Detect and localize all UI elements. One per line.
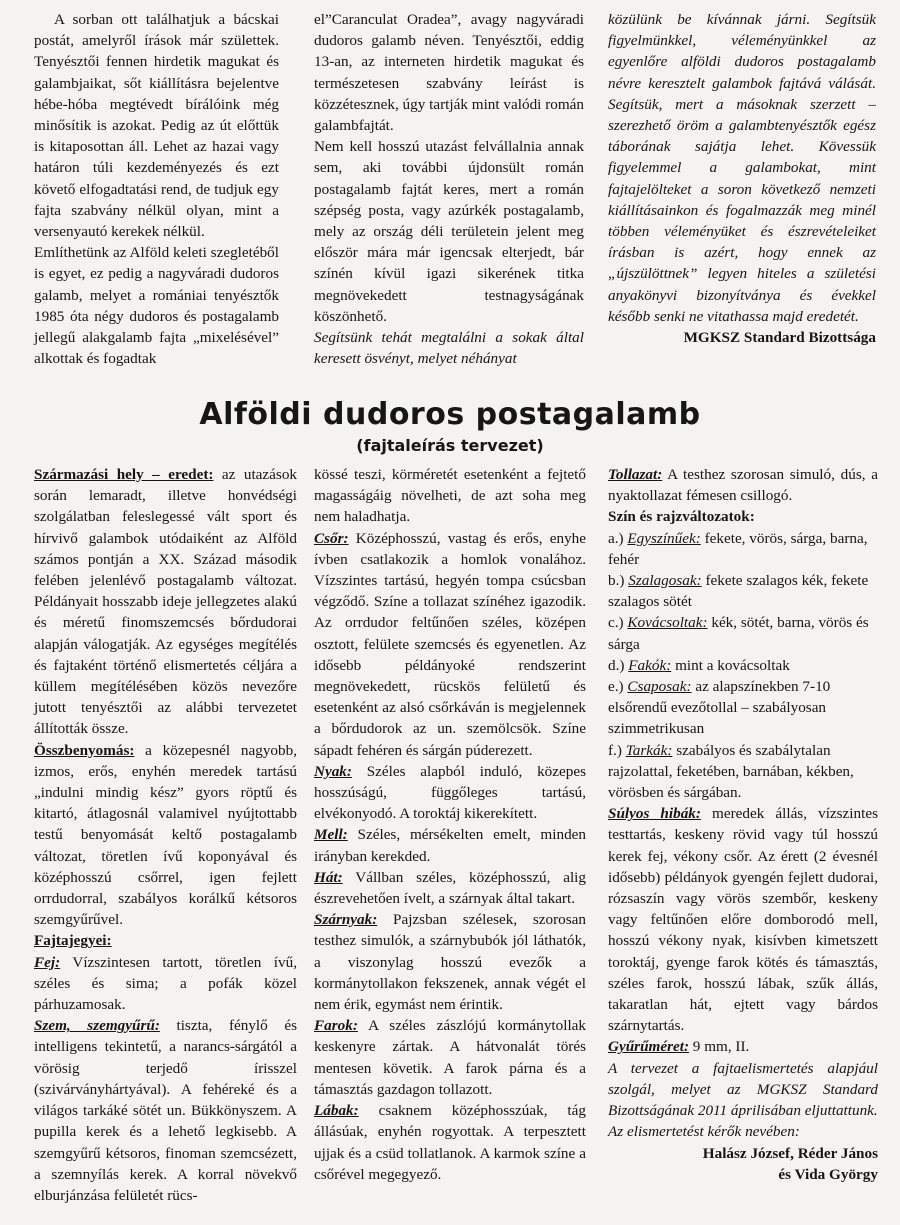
label: Szem, szemgyűrű:: [34, 1017, 160, 1035]
section-chest: [314, 824, 586, 866]
top-column-2: [314, 9, 584, 369]
article-subtitle: (fajtaleírás tervezet): [356, 436, 544, 455]
color-item-a: [608, 528, 878, 570]
text: a közepesnél nagyobb, izmos, erős, enyhén meredek tartású „indulni mindig kész” gyors röptű és kitartó, átlagosnál valamivel nyújtottabb testű benyomását keltő postagalamb változat, töretlen ívű koponyával és középhosszú csőrrel, igen fejlett orrdudorral, szabályos korálkű kétsoros szemgyűrűvel.: [34, 741, 297, 929]
section-neck: [314, 761, 586, 825]
section-head: [34, 952, 297, 1016]
label: Szalagosak:: [628, 572, 702, 590]
paragraph: Említhetünk az Alföld keleti szegletéből is egyet, ez pedig a nagyváradi dudoros galamb, melyet a romániai tenyésztők 1985 óta négy dudoros és postagalamb jellegű alakgalamb fajta „mixelésével” alkottak és fogadtak: [34, 244, 279, 368]
color-item-e: [608, 676, 878, 740]
text: Vízszintesen tartott, töretlen ívű, széles és sima; a pofák közel párhuzamosak.: [34, 953, 297, 1014]
label: Gyűrűméret:: [608, 1038, 689, 1056]
marker: b.): [608, 572, 629, 590]
label: Súlyos hibák:: [608, 805, 701, 823]
paragraph-italic: közülünk be kívánnak járni. Segítsük figyelmünkkel, véleményünkkel az egyenlőre alföldi dudoros postagalamb névre keresztelt galambok fajtává válását. Segítsük, mert a másoknak szerzett – szerezhető öröm a galambtenyésztők egész táborának sajátja lehet. Kövessük figyelemmel a galambokat, mint fajtajelölteket a soron következő nemzeti kiállításainkon és fogalmazzák meg minél többen véleményüket és észrevételeiket írásban is azért, hogy ennek az „újszülöttnek” legyen hiteles a születési anyakönyvi bizonyítványa és évekkel később senki ne vitathassa majd eredetét.: [608, 11, 876, 325]
marker: f.): [608, 741, 626, 759]
text: A széles zászlójú kormánytollak keskenyre zártak. A hátvonalát törés mentesen követik. A farok párna és a támasztás gazdagon tollazott.: [314, 1017, 586, 1098]
label: Összbenyomás:: [34, 741, 135, 759]
label: Szárnyak:: [314, 911, 378, 929]
text: Széles alapból induló, közepes hosszúságú, függőleges tartású, elvékonyodó. A toroktáj kikerekített.: [314, 762, 586, 823]
color-item-d: [608, 655, 878, 676]
paragraph: Nem kell hosszú utazást felvállalnia annak sem, aki további újdonsült román postagalamb fajtát keres, mert a román szépség posta, vagy azúrkék postagalamb, mely az ország déli területein jelent meg először mára már igencsak elterjedt, bár színén kívül igazi sikerének titka megnövekedett testnagyságának köszönhető.: [314, 138, 584, 325]
closing-note: A tervezet a fajtaelismertetés alapjául szolgál, melyet az MGKSZ Standard Bizottságának 2011 áprilisában eljuttattunk.: [608, 1059, 878, 1120]
section-eye: [34, 1015, 297, 1206]
text: meredek állás, vízszintes testtartás, keskeny rövid vagy túl hosszú kerek fej, vékony csőr. Az érett (2 évesnél idősebb) példányok gyengén fejlett dudorai, rózsaszín vagy vörös szembőr, keskeny vagy feltűnően előre domborodó mell, hosszú vékony nyak, kisívben kimetszett toroktáj, gyenge farok kötés és támasztás, széles farok, hosszú lábak, szűk állás, takaratlan hát, ejtett vagy bárdos szárnytartás.: [608, 805, 878, 1035]
label: Csaposak:: [627, 678, 692, 696]
marker: d.): [608, 656, 629, 674]
text: mint a kovácsoltak: [671, 656, 790, 674]
bottom-column-3: [608, 464, 878, 1185]
colors-heading: Szín és rajzváltozatok:: [608, 508, 755, 526]
color-item-b: [608, 570, 878, 612]
signature: MGKSZ Standard Bizottsága: [683, 329, 876, 347]
text: az alapszínekben 7-10 elsőrendű evezőtollal – szabályosan szimmetrikusan: [608, 678, 831, 738]
paragraph: el”Caranculat Oradea”, avagy nagyváradi dudoros galamb néven. Tenyésztői, eddig 13-an, az interneten hirdetik magukat és természetesen szabvány leírást is közzétesznek, úgy tartják mint valódi román galambfajtát.: [314, 11, 584, 135]
section-legs: [314, 1100, 586, 1185]
text: szabályos és szabálytalan rajzolattal, feketében, barnában, kékben, vörösben és sárgában.: [608, 741, 854, 802]
label: Mell:: [314, 826, 348, 844]
color-item-c: [608, 612, 878, 654]
paragraph: kössé teszi, körméretét esetenként a fejtető magasságáig növelheti, de azt soha meg nem haladhatja.: [314, 466, 586, 526]
text: csaknem középhosszúak, tág állásúak, enyhén rogyottak. A terpesztett ujjak és a csüd tollatlanok. A karmok színe a csőrével megegyező.: [314, 1102, 586, 1183]
label: Tollazat:: [608, 466, 663, 483]
text: az utazások során lemaradt, illetve honvédségi szolgálatban feleslegessé vált sport és hírvivő galambok utódaiként az Alföld számos pontján a XX. Század második felében jelenlévő postagalamb változat. Példányait hosszabb ideje jellegzetes alakú és méretű finomszemcsés bőrdudorai alapján válogatják. Az egységes megítélés és fajtaként történő elismertetés céljára a küllem megítélésében közös nevezőre jutott tenyésztői az alábbi tervezetet állították össze.: [34, 466, 298, 738]
authors-line-1: Halász József, Réder János: [702, 1144, 878, 1162]
text: kék, sötét, barna, vörös és sárga: [608, 614, 869, 653]
label: Fej:: [34, 953, 61, 971]
text: Pajzsban szélesek, szorosan testhez simulók, a szárnybubók jól láthatók, a viszonylag hosszú evezők a kormánytollakon fekszenek, annak végét el nem érik, egymást nem érintik.: [314, 911, 586, 1014]
text: Középhosszú, vastag és erős, enyhe ívben csatlakozik a homlok vonalához. Vízszintes tartású, hegyén tompa csúcsban végződő. Színe a tollazat színéhez igazodik. Az orrdudor feltűnően széles, középen osztott, felülete szemcsés és egyenetlen. Az idősebb példányoké rendszerint megnövekedett, rücskös felületű és esetenként az alsó csőrkáván is megjelennek a bőrdudorok az un. szemölcsök. Színe sápadt fehéren és sárgán púderezett.: [314, 529, 586, 759]
label: Nyak:: [314, 762, 352, 780]
section-tail: [314, 1015, 586, 1100]
section-faults: [608, 803, 878, 1036]
label: Lábak:: [314, 1102, 359, 1120]
text: A testhez szorosan simuló, dús, a nyaktollazat fémesen csillogó.: [608, 466, 878, 505]
marker: e.): [608, 678, 628, 696]
section-back: [314, 867, 586, 909]
label: Tarkák:: [625, 741, 673, 759]
color-item-f: [608, 740, 878, 804]
bottom-column-2: [314, 464, 586, 1185]
section-ring: [608, 1036, 878, 1057]
authors-line-2: és Vida György: [778, 1165, 878, 1183]
label: Farok:: [314, 1017, 358, 1035]
traits-heading: Fajtajegyei:: [34, 932, 112, 950]
bottom-column-1: [34, 464, 297, 1206]
requesters-line: Az elismertetést kérők nevében:: [608, 1123, 800, 1141]
text: 9 mm, II.: [689, 1038, 750, 1056]
marker: a.): [608, 529, 628, 547]
label: Csőr:: [314, 529, 349, 547]
text: fekete, vörös, sárga, barna, fehér: [608, 529, 868, 568]
section-origin: [34, 464, 297, 740]
section-wings: [314, 909, 586, 1015]
text: Vállban széles, középhosszú, alig észrevehetően ívelt, a szárnyak által takart.: [314, 868, 586, 908]
paragraph-italic: Segítsünk tehát megtalálni a sokak által keresett ösvényt, melyet néhányat: [314, 329, 584, 368]
text: fekete szalagos kék, fekete szalagos sötét: [608, 572, 869, 611]
top-column-1: [34, 9, 279, 369]
section-impression: [34, 740, 297, 931]
marker: c.): [608, 614, 628, 632]
label: Fakók:: [628, 656, 672, 674]
label: Kovácsoltak:: [627, 614, 708, 632]
section-plumage: [608, 464, 878, 506]
article-title: Alföldi dudoros postagalamb: [199, 397, 701, 432]
section-beak: [314, 528, 586, 761]
text: tiszta, fénylő és intelligens tekintetű, a narancs-sárgától a vörösig terjedő írisszel (szivárványhártyával). A fehéreké és a világos tarkáké sötét un. Bükkönyszem. A pupilla kerek és a lehető legkisebb. A szemgyűrű kétsoros, finoman szemcsézett, a szemnyílás kerek. A korral növekvő elburjánzása felületét rücs-: [34, 1017, 297, 1204]
label: Hát:: [314, 868, 343, 886]
label: Származási hely – eredet:: [34, 466, 214, 483]
top-column-3: [608, 9, 876, 348]
label: Egyszínűek:: [627, 529, 701, 547]
text: Széles, mérsékelten emelt, minden irányban kerekded.: [314, 826, 586, 865]
paragraph: A sorban ott találhatjuk a bácskai postát, amelyről írások már születtek. Tenyésztői fennen hirdetik magukat és galambjaikat, sőt kiállításra bejelentve hébe-hóba megtévedt bírálóink még minősítik is azokat. Pedig az út előttük is kitaposottan áll. Lehet az hazai vagy határon túli kezdeményezés és ezt követő elfogadtatási rend, de tudjuk egy fajta szabvány nélkül olyan, mint a versenyautó kerekek nélkül.: [34, 11, 279, 241]
